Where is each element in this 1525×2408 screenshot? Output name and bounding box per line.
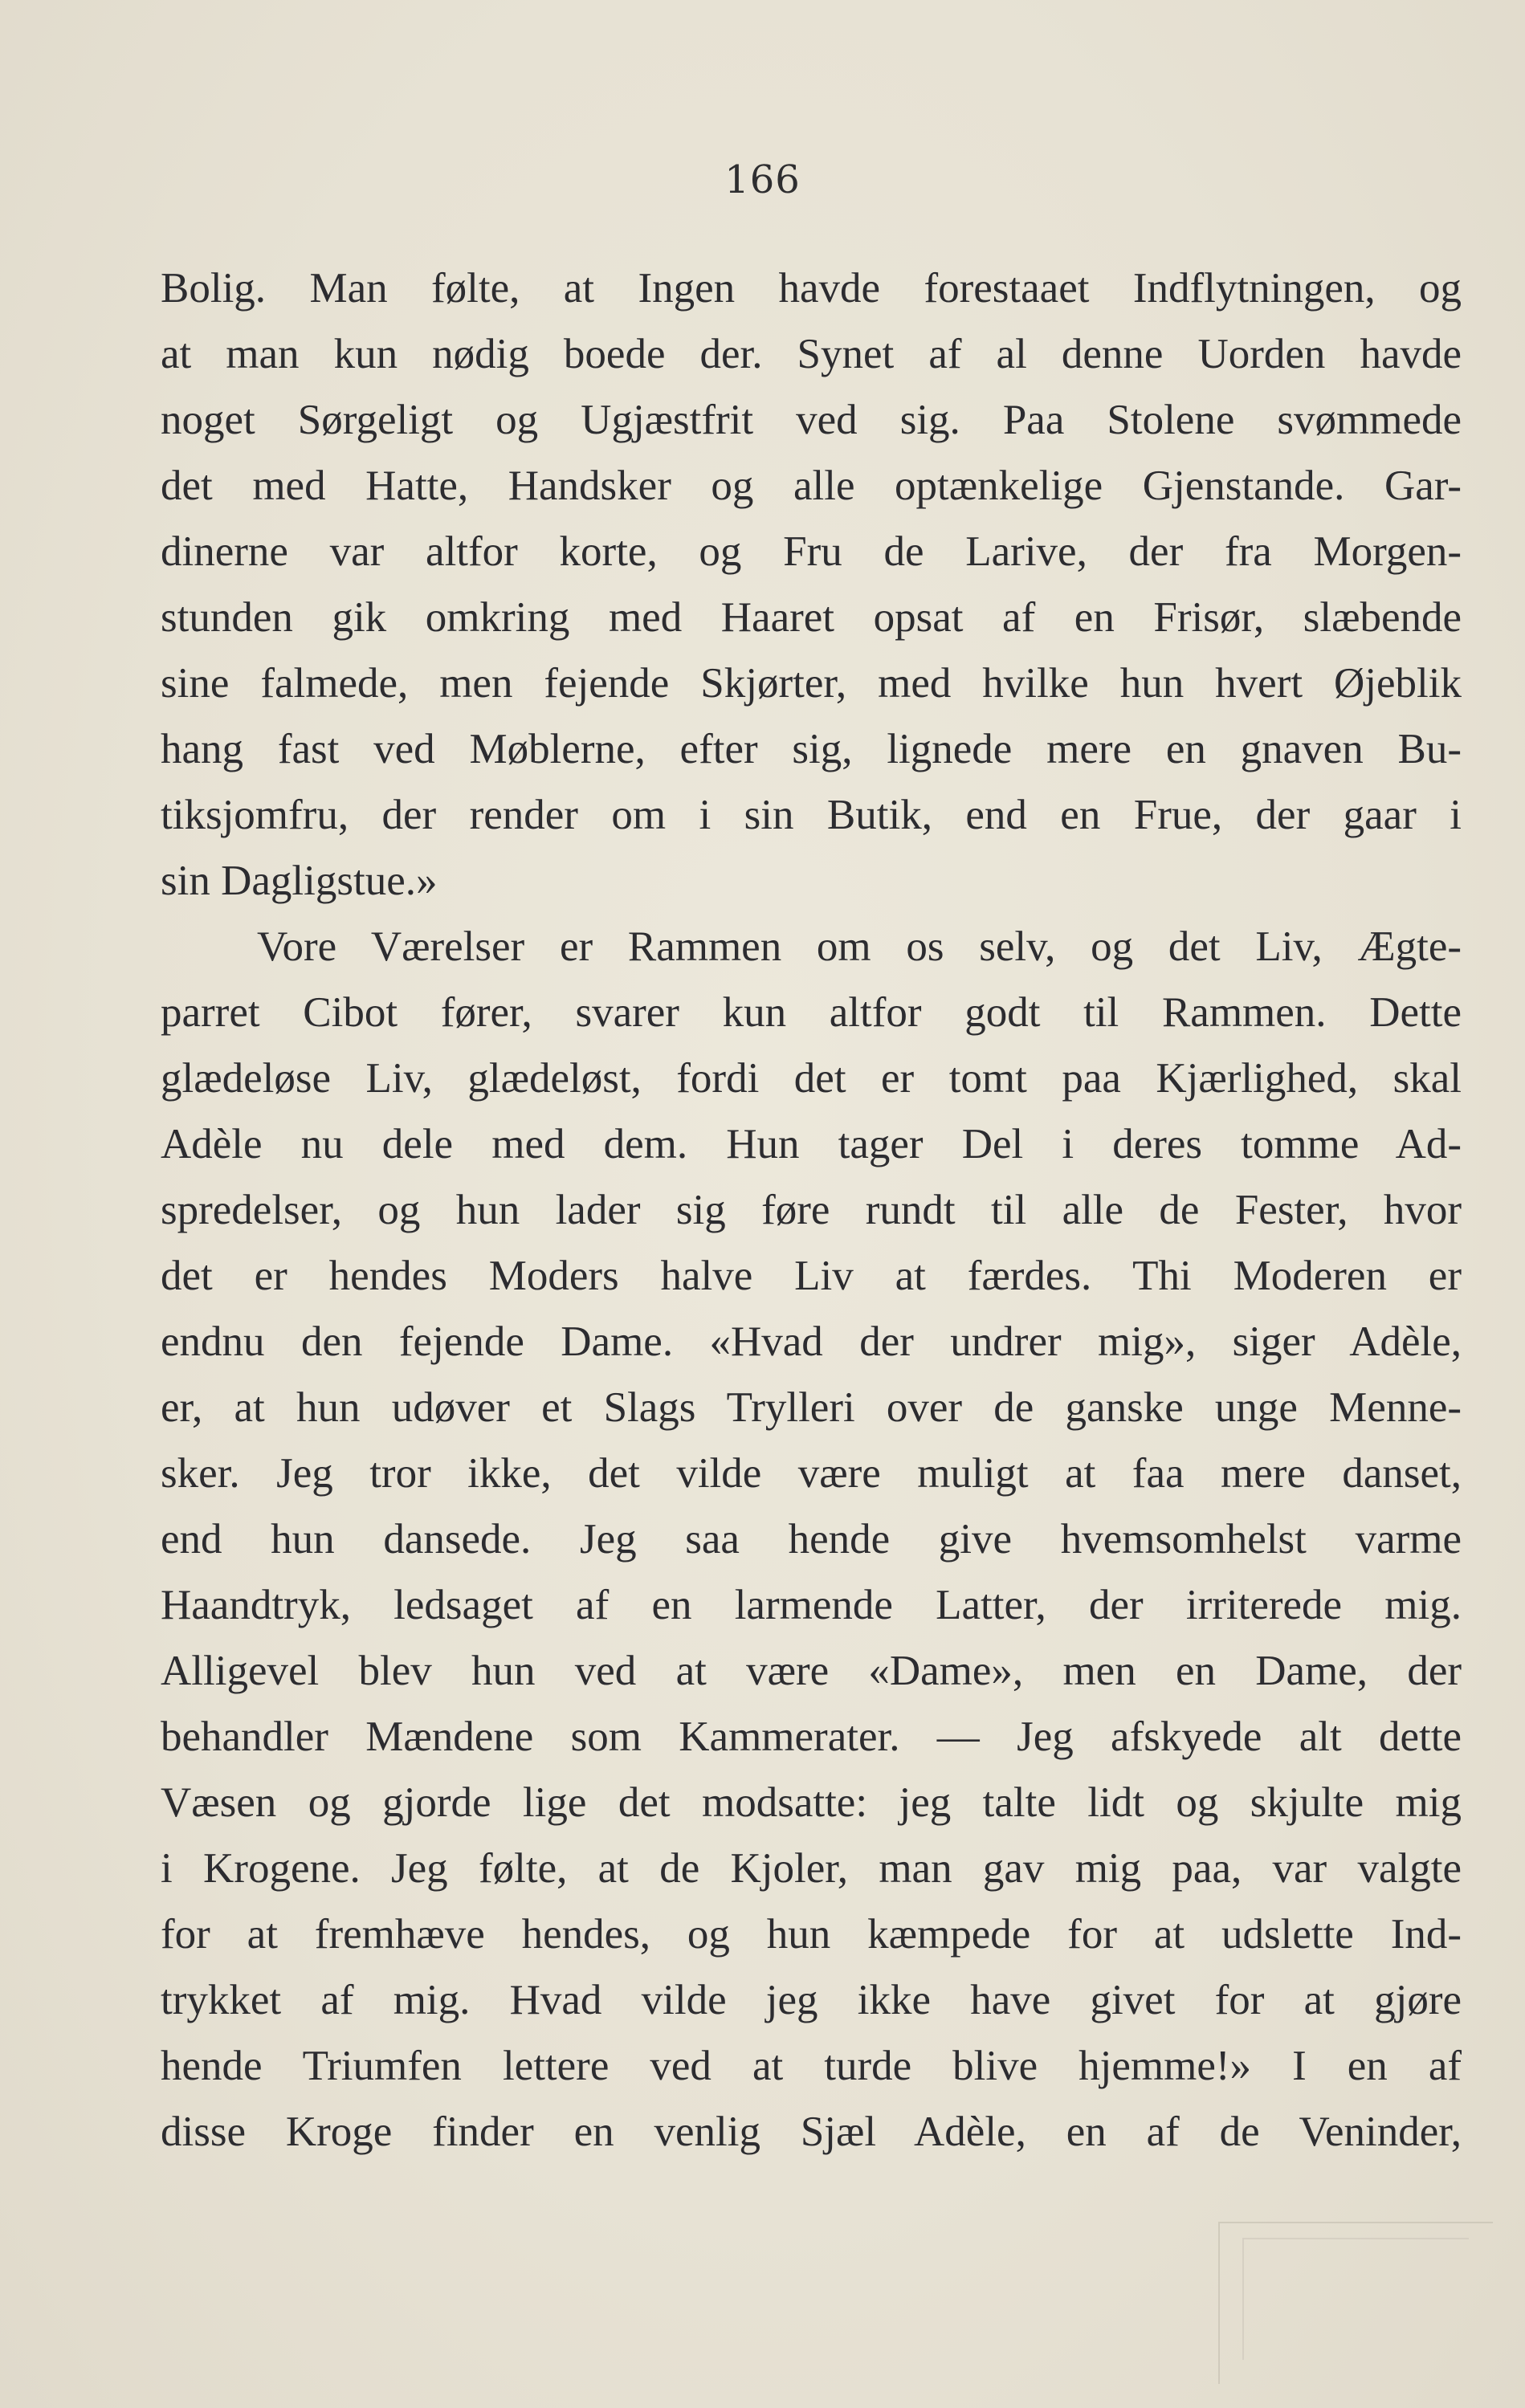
text-line: disse Kroge finder en venlig Sjæl Adèle, en af de Veninder, [161, 2109, 1462, 2155]
page-corner-mark-inner [1242, 2238, 1469, 2360]
text-line: Vore Værelser er Rammen om os selv, og det Liv, Ægte- [257, 923, 1462, 970]
text-line: Haandtryk, ledsaget af en larmende Latter, der irriterede mig. [161, 1582, 1462, 1628]
text-line: Adèle nu dele med dem. Hun tager Del i deres tomme Ad- [161, 1121, 1462, 1167]
text-line: sine falmede, men fejende Skjørter, med hvilke hun hvert Øjeblik [161, 660, 1462, 707]
text-line: Alligevel blev hun ved at være «Dame», men en Dame, der [161, 1648, 1462, 1694]
text-line: at man kun nødig boede der. Synet af al denne Uorden havde [161, 331, 1462, 377]
text-line: hende Triumfen lettere ved at turde blive hjemme!» I en af [161, 2043, 1462, 2089]
text-line: det med Hatte, Handsker og alle optænkelige Gjenstande. Gar- [161, 462, 1462, 509]
text-line: stunden gik omkring med Haaret opsat af en Frisør, slæbende [161, 594, 1462, 641]
text-line: noget Sørgeligt og Ugjæstfrit ved sig. Paa Stolene svømmede [161, 397, 1462, 443]
page-number: 166 [724, 157, 801, 202]
text-line: det er hendes Moders halve Liv at færdes. Thi Moderen er [161, 1253, 1462, 1299]
text-line: spredelser, og hun lader sig føre rundt til alle de Fester, hvor [161, 1187, 1462, 1233]
text-line: er, at hun udøver et Slags Trylleri over de ganske unge Menne- [161, 1384, 1462, 1431]
text-line: hang fast ved Møblerne, efter sig, lignede mere en gnaven Bu- [161, 726, 1462, 772]
text-line: end hun dansede. Jeg saa hende give hvemsomhelst varme [161, 1516, 1462, 1563]
text-line: trykket af mig. Hvad vilde jeg ikke have givet for at gjøre [161, 1977, 1462, 2023]
text-line: tiksjomfru, der render om i sin Butik, end en Frue, der gaar i [161, 792, 1462, 838]
text-line: glædeløse Liv, glædeløst, fordi det er tomt paa Kjærlighed, skal [161, 1055, 1462, 1102]
text-line: dinerne var altfor korte, og Fru de Larive, der fra Morgen- [161, 528, 1462, 575]
text-line: for at fremhæve hendes, og hun kæmpede for at udslette Ind- [161, 1911, 1462, 1958]
text-line: sin Dagligstue.» [161, 858, 438, 904]
text-line: sker. Jeg tror ikke, det vilde være muligt at faa mere danset, [161, 1450, 1462, 1497]
text-line: behandler Mændene som Kammerater. — Jeg afskyede alt dette [161, 1713, 1462, 1760]
text-line: i Krogene. Jeg følte, at de Kjoler, man gav mig paa, var valgte [161, 1845, 1462, 1892]
text-line: endnu den fejende Dame. «Hvad der undrer mig», siger Adèle, [161, 1318, 1462, 1365]
text-line: parret Cibot fører, svarer kun altfor godt til Rammen. Dette [161, 989, 1462, 1036]
text-line: Væsen og gjorde lige det modsatte: jeg talte lidt og skjulte mig [161, 1779, 1462, 1826]
body-text [161, 255, 1462, 2165]
text-line: Bolig. Man følte, at Ingen havde forestaaet Indflytningen, og [161, 265, 1462, 312]
